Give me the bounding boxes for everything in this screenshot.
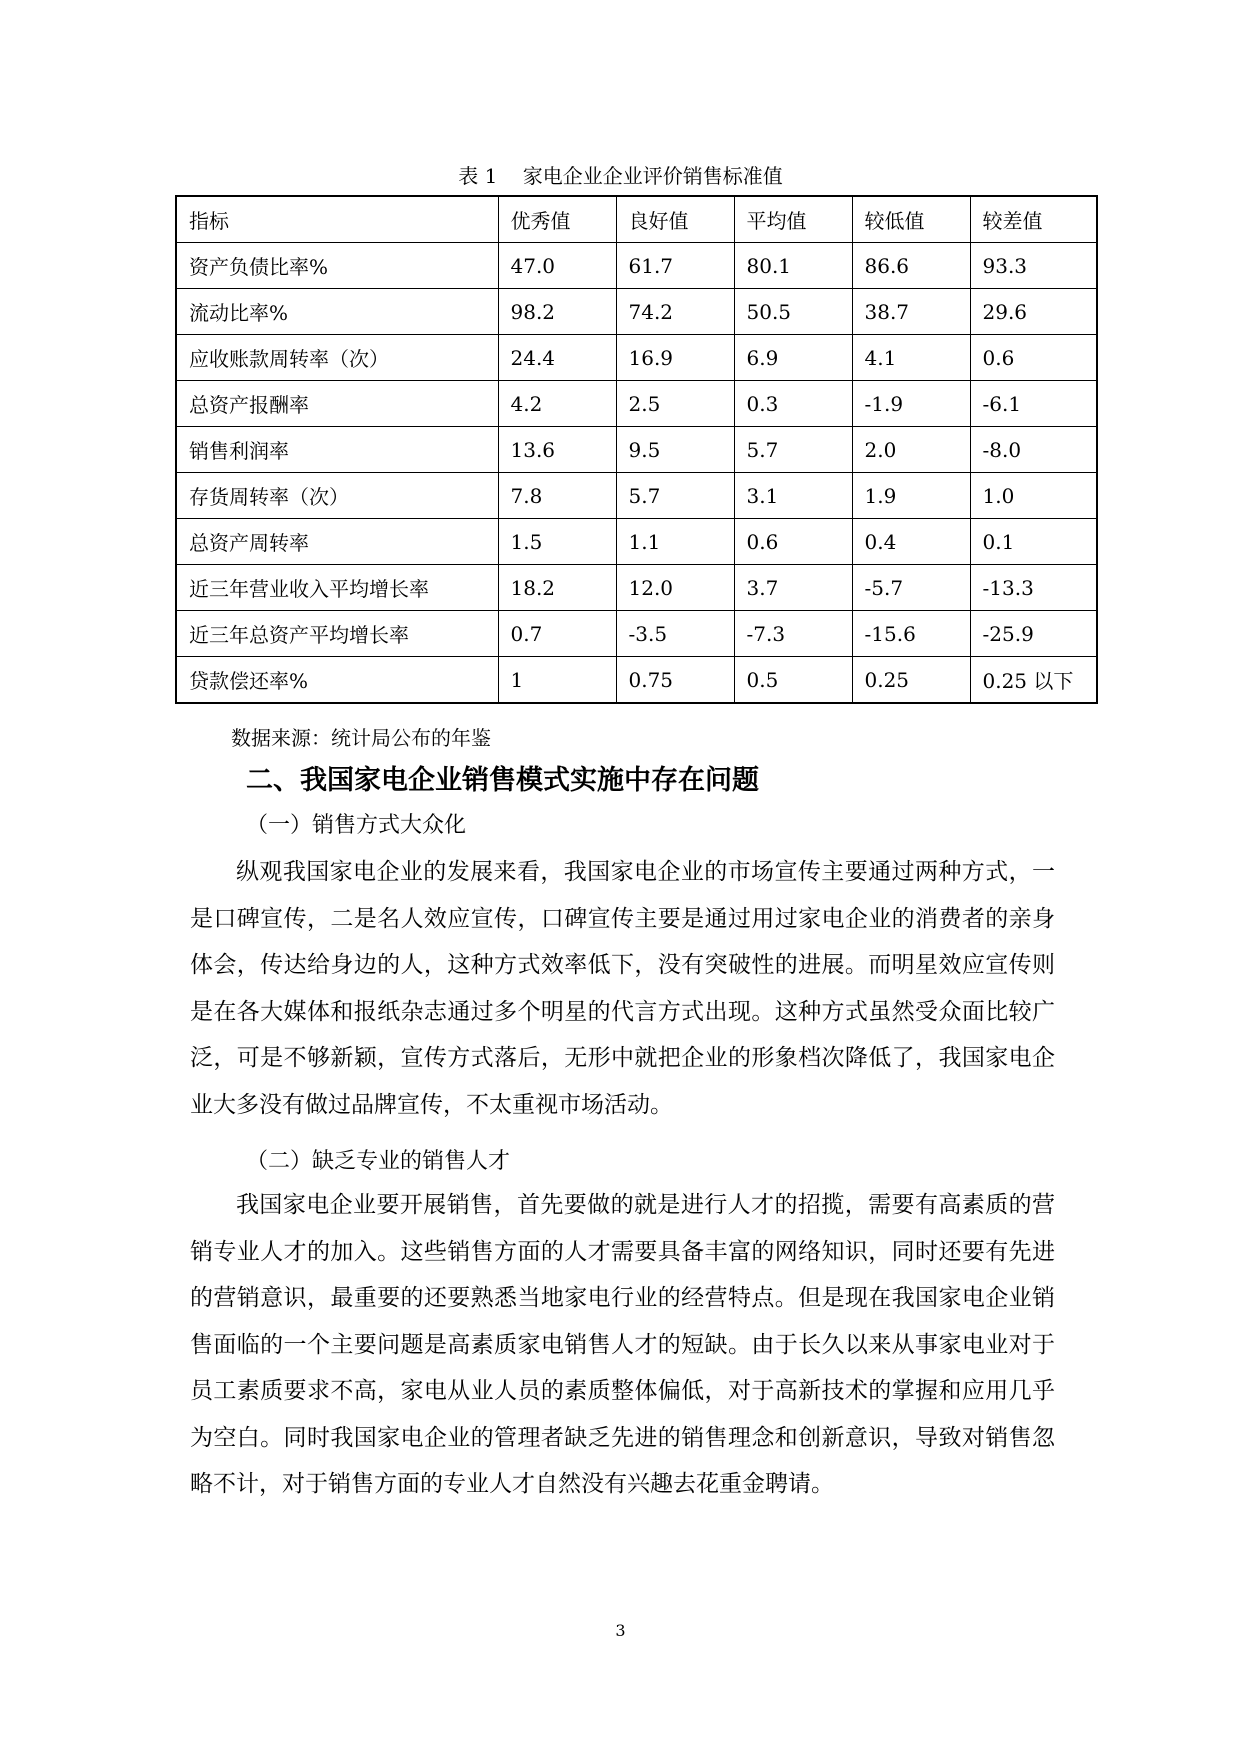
table-cell: -25.9 (970, 611, 1097, 657)
table-cell: -8.0 (970, 427, 1097, 473)
table-source-note: 数据来源：统计局公布的年鉴 (231, 726, 491, 750)
table-row (176, 427, 1097, 473)
table-cell: 50.5 (734, 289, 852, 335)
subsection-title-2: （二）缺乏专业的销售人才 (246, 1149, 511, 1174)
table-cell: -6.1 (970, 381, 1097, 427)
table-header-row (176, 196, 1097, 243)
header-cell-good: 良好值 (616, 196, 734, 243)
table-cell: 12.0 (616, 565, 734, 611)
table-cell: -7.3 (734, 611, 852, 657)
table-cell: 18.2 (498, 565, 616, 611)
body-paragraph-1: 纵观我国家电企业的发展来看，我国家电企业的市场宣传主要通过两种方式，一是口碑宣传，二是名人效应宣传，口碑宣传主要是通过用过家电企业的消费者的亲身体会，传达给身边的人，这种方式效率低下，没有突破性的进展。而明星效应宣传则是在各大媒体和报纸杂志通过多个明星的代言方式出现。这种方式虽然受众面比较广泛，可是不够新颖，宣传方式落后，无形中就把企业的形象档次降低了，我国家电企业大多没有做过品牌宣传，不太重视市场活动。 (190, 859, 1055, 1118)
table-cell: 流动比率% (176, 289, 498, 335)
header-cell-poor: 较差值 (970, 196, 1097, 243)
table-cell: 24.4 (498, 335, 616, 381)
table-cell: -1.9 (852, 381, 970, 427)
table-cell: 3.7 (734, 565, 852, 611)
table-cell: 0.5 (734, 657, 852, 704)
table-cell: 0.6 (970, 335, 1097, 381)
table-cell: 存货周转率（次） (176, 473, 498, 519)
header-cell-indicator: 指标 (176, 196, 498, 243)
table-cell: 总资产报酬率 (176, 381, 498, 427)
table-cell: 4.1 (852, 335, 970, 381)
table-cell: 1.9 (852, 473, 970, 519)
table-caption: 表 1 家电企业企业评价销售标准值 (458, 164, 783, 188)
table-row (176, 289, 1097, 335)
table-cell: 2.0 (852, 427, 970, 473)
table-cell: 47.0 (498, 243, 616, 289)
table-cell: 38.7 (852, 289, 970, 335)
table-cell: 0.3 (734, 381, 852, 427)
table-cell: 1.0 (970, 473, 1097, 519)
table-cell: -15.6 (852, 611, 970, 657)
table-cell: 0.7 (498, 611, 616, 657)
table-cell: 29.6 (970, 289, 1097, 335)
table-cell: 3.1 (734, 473, 852, 519)
table-cell: 4.2 (498, 381, 616, 427)
table-row (176, 381, 1097, 427)
table-row (176, 565, 1097, 611)
table-cell: -3.5 (616, 611, 734, 657)
header-cell-average: 平均值 (734, 196, 852, 243)
table-row (176, 243, 1097, 289)
table-cell: 80.1 (734, 243, 852, 289)
header-cell-low: 较低值 (852, 196, 970, 243)
header-cell-excellent: 优秀值 (498, 196, 616, 243)
table-cell: 61.7 (616, 243, 734, 289)
table-cell: 98.2 (498, 289, 616, 335)
table-cell: 2.5 (616, 381, 734, 427)
table-cell: 近三年总资产平均增长率 (176, 611, 498, 657)
section-heading: 二、我国家电企业销售模式实施中存在问题 (246, 765, 759, 796)
table-cell: 1.5 (498, 519, 616, 565)
table-row (176, 519, 1097, 565)
table-cell: 0.75 (616, 657, 734, 704)
table-cell: 贷款偿还率% (176, 657, 498, 704)
page-number: 3 (615, 1621, 626, 1640)
standard-values-table (175, 195, 1098, 704)
table-cell: 1.1 (616, 519, 734, 565)
table-cell: 5.7 (616, 473, 734, 519)
table-cell: 7.8 (498, 473, 616, 519)
table-cell: -5.7 (852, 565, 970, 611)
table-cell: 0.25 以下 (970, 657, 1097, 704)
table-row (176, 657, 1097, 704)
body-paragraph-2: 我国家电企业要开展销售，首先要做的就是进行人才的招揽，需要有高素质的营销专业人才的加入。这些销售方面的人才需要具备丰富的网络知识，同时还要有先进的营销意识，最重要的还要熟悉当地家电行业的经营特点。但是现在我国家电企业销售面临的一个主要问题是高素质家电销售人才的短缺。由于长久以来从事家电业对于员工素质要求不高，家电从业人员的素质整体偏低，对于高新技术的掌握和应用几乎为空白。同时我国家电企业的管理者缺乏先进的销售理念和创新意识，导致对销售忽略不计，对于销售方面的专业人才自然没有兴趣去花重金聘请。 (190, 1192, 1055, 1497)
table-cell: 1 (498, 657, 616, 704)
table-cell: 应收账款周转率（次） (176, 335, 498, 381)
table-row (176, 611, 1097, 657)
table-cell: 74.2 (616, 289, 734, 335)
table-cell: 0.4 (852, 519, 970, 565)
table-row (176, 473, 1097, 519)
table-cell: 6.9 (734, 335, 852, 381)
table-cell: 5.7 (734, 427, 852, 473)
table-cell: 0.6 (734, 519, 852, 565)
table-cell: 13.6 (498, 427, 616, 473)
table-cell: 0.1 (970, 519, 1097, 565)
table-cell: 93.3 (970, 243, 1097, 289)
table-cell: 销售利润率 (176, 427, 498, 473)
table-cell: 16.9 (616, 335, 734, 381)
table-cell: 总资产周转率 (176, 519, 498, 565)
table-cell: 86.6 (852, 243, 970, 289)
table-cell: 9.5 (616, 427, 734, 473)
table-cell: 资产负债比率% (176, 243, 498, 289)
table-row (176, 335, 1097, 381)
subsection-title-1: （一）销售方式大众化 (246, 813, 467, 838)
table-cell: 近三年营业收入平均增长率 (176, 565, 498, 611)
table-cell: 0.25 (852, 657, 970, 704)
table-cell: -13.3 (970, 565, 1097, 611)
